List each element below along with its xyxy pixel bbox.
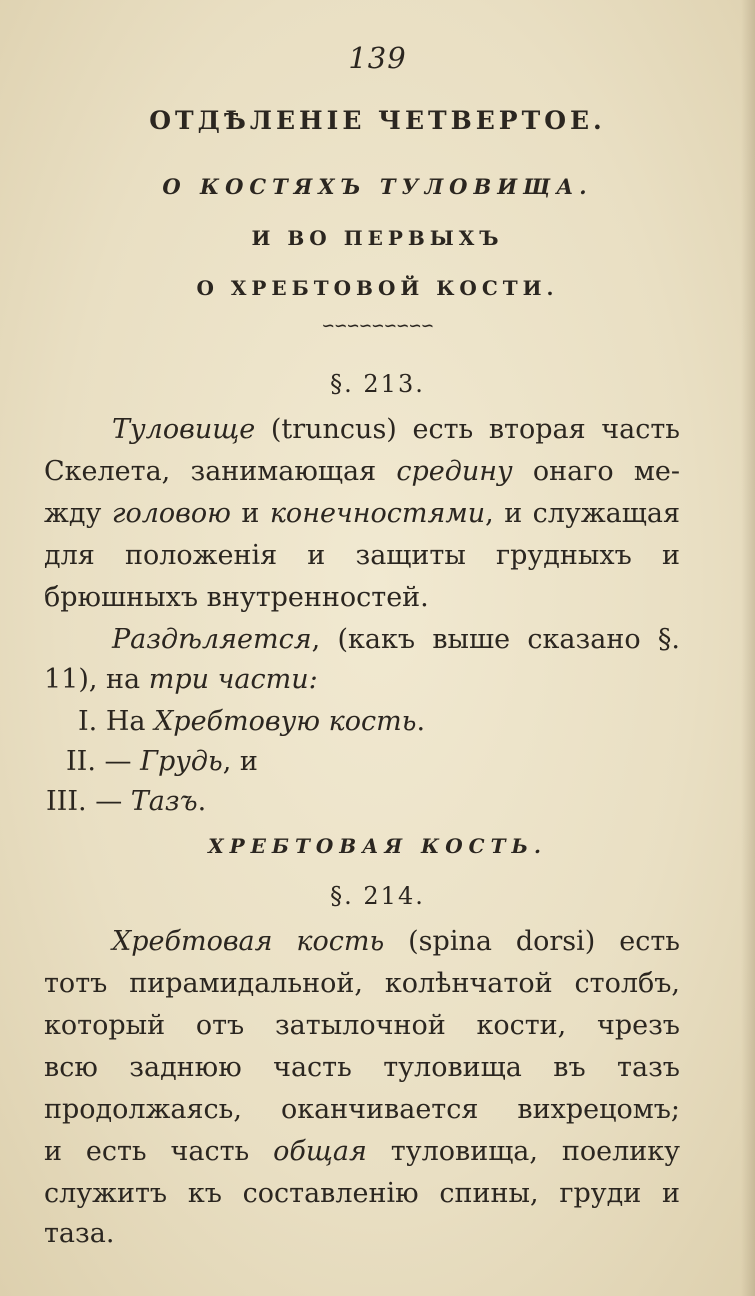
text-run: Скелета, занимающая (44, 456, 397, 487)
text-run: для положенія и защиты грудныхъ и (44, 540, 680, 571)
paragraph-213-line (112, 416, 680, 443)
list-numeral: II. (66, 746, 96, 777)
text-run: 11), на (44, 664, 149, 695)
subtitle-spine: О ХРЕБТОВОЙ КОСТИ. (196, 276, 559, 300)
list-item (46, 788, 206, 815)
paragraph-213-line (44, 458, 680, 485)
list-numeral: III. (46, 786, 87, 817)
italic-text: общая (273, 1136, 367, 1167)
text-run: брюшныхъ внутренностей. (44, 582, 429, 613)
page-number: 139 (348, 41, 407, 75)
paragraph-214-line (44, 1220, 114, 1247)
paragraph-213-line (44, 542, 680, 569)
paragraph-214-line (44, 1096, 680, 1123)
italic-text: три части: (148, 664, 318, 695)
paragraph-213-line (44, 584, 429, 611)
subheading-spine: ХРЕБТОВАЯ КОСТЬ. (208, 834, 547, 858)
list-suffix: . (416, 706, 426, 737)
text-run: туловища, поелику (366, 1136, 681, 1167)
text-run: (truncus) есть вторая часть (255, 414, 680, 445)
italic-text: Туловище (112, 414, 256, 445)
text-run: , (какъ выше сказано §. (311, 624, 680, 655)
italic-text: средину (396, 456, 513, 487)
text-run: тотъ пирамидальной, колѣнчатой столбъ, (44, 968, 680, 999)
text-run: который отъ затылочной кости, чрезъ (44, 1010, 680, 1041)
list-prefix: На (105, 706, 155, 737)
list-prefix: — (104, 746, 141, 777)
section-title: ОТДѢЛЕНІЕ ЧЕТВЕРТОЕ. (149, 106, 606, 135)
paragraph-213-line (44, 666, 318, 693)
list-term: Тазъ (130, 786, 198, 817)
text-run: таза. (44, 1218, 115, 1249)
list-term: Грудь (140, 746, 223, 777)
paragraph-214-line (44, 1054, 680, 1081)
list-suffix: . (197, 786, 207, 817)
paragraph-214-line (44, 1012, 680, 1039)
list-prefix: — (95, 786, 131, 817)
subtitle-bones-of-trunk: О КОСТЯХЪ ТУЛОВИЩА. (162, 174, 593, 199)
list-item (78, 708, 425, 735)
text-run: (spina dorsi) есть (384, 926, 680, 957)
list-item (66, 748, 258, 775)
paragraph-214-line (44, 1180, 680, 1207)
italic-text: головою (111, 498, 231, 529)
paragraph-213-line (44, 500, 680, 527)
italic-text: конечностями (269, 498, 486, 529)
paragraph-214-line (44, 970, 680, 997)
text-run: продолжаясь, оканчивается вихрецомъ; (44, 1094, 680, 1125)
paragraph-213-line (112, 626, 680, 653)
list-numeral: I. (78, 706, 98, 737)
text-run: жду (44, 498, 112, 529)
paragraph-214-line (44, 1138, 680, 1165)
italic-text: Раздѣляется (112, 624, 312, 655)
text-run: и есть часть (44, 1136, 274, 1167)
list-suffix: , и (222, 746, 258, 777)
paragraph-214-line (112, 928, 680, 955)
italic-text: Хребтовая кость (112, 926, 385, 957)
text-run: онаго ме- (512, 456, 680, 487)
ornament-divider: ∽∽∽∽∽∽∽∽∽ (321, 316, 434, 335)
text-run: всю заднюю часть туловища въ тазъ (44, 1052, 680, 1083)
paragraph-number-214: §. 214. (330, 882, 425, 910)
text-run: и (230, 498, 270, 529)
list-term: Хребтовую кость (154, 706, 417, 737)
text-run: служитъ къ составленію спины, груди и (44, 1178, 680, 1209)
subtitle-first-of-all: И ВО ПЕРВЫХЪ (251, 226, 504, 250)
paragraph-number-213: §. 213. (330, 370, 425, 398)
text-run: , и служащая (485, 498, 680, 529)
